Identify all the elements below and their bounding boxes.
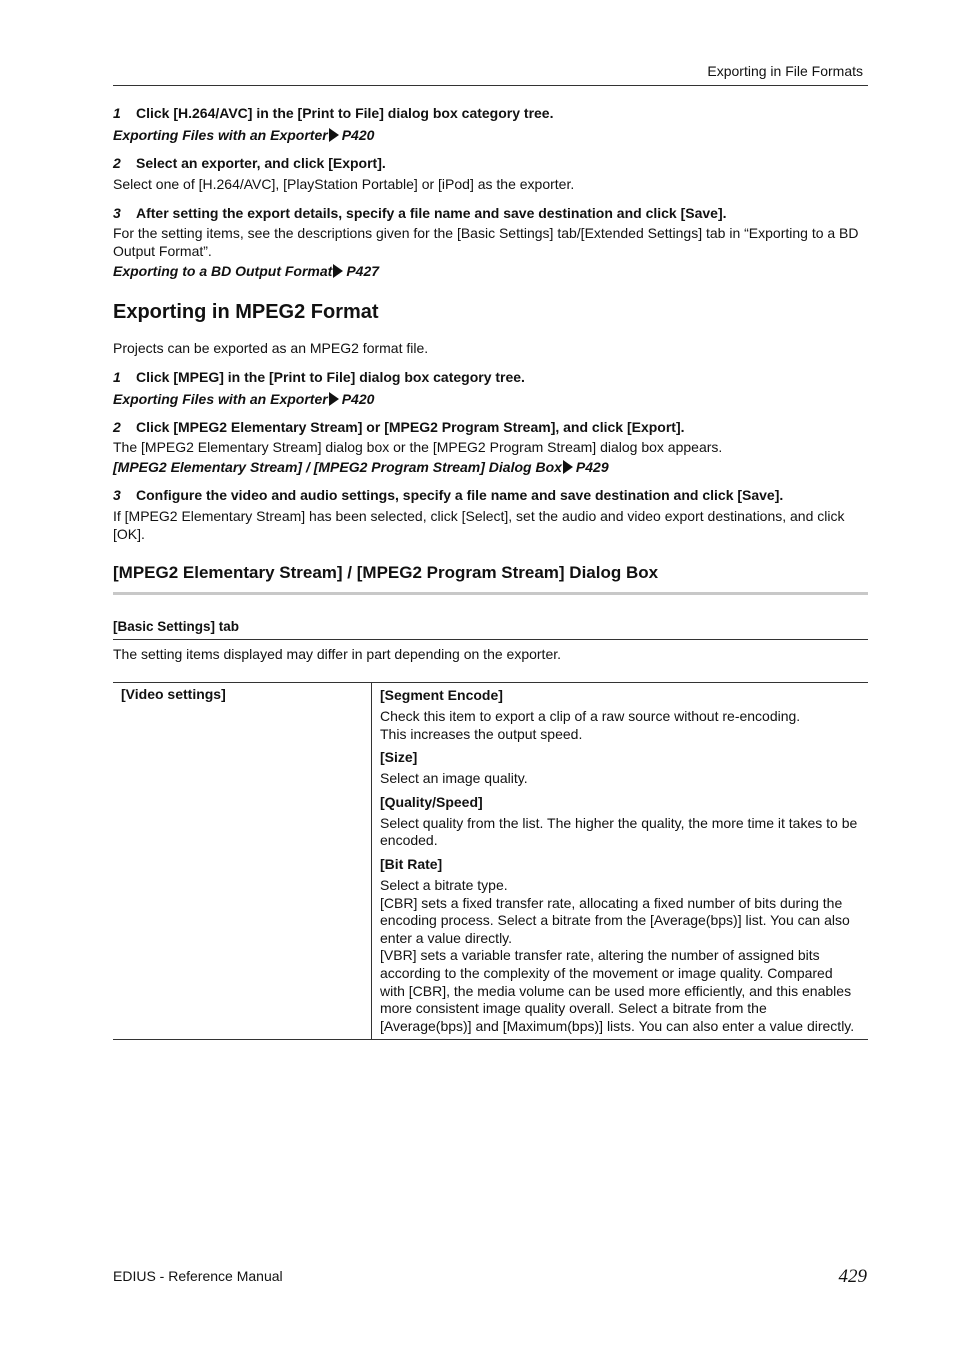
- description-line: [VBR] sets a variable transfer rate, altering the number of assigned bits according to the complexity of the movement or image quality. Compared with [CBR], the media volume can be used more efficiently, and this enables more consistent image quality overall. Select a bitrate from the [Average(bps)] and [Maximum(bps)] lists. You can also enter a value directly.: [380, 947, 855, 1034]
- header-divider: [113, 85, 868, 86]
- tab-heading-divider: [113, 639, 868, 640]
- description-line: Select an image quality.: [380, 770, 528, 787]
- step-number: 3: [113, 487, 121, 503]
- ref-text: Exporting Files with an Exporter: [113, 127, 328, 143]
- cross-reference-link[interactable]: [113, 261, 868, 281]
- subsection-divider: [113, 592, 868, 595]
- cross-reference-link[interactable]: [113, 125, 868, 145]
- tab-heading: [Basic Settings] tab: [113, 619, 240, 634]
- setting-items: [372, 683, 869, 1040]
- arrow-right-icon: [563, 460, 573, 474]
- step-number: 1: [113, 369, 121, 385]
- setting-item-title: [Quality/Speed]: [380, 793, 483, 810]
- ref-text: Exporting to a BD Output Format: [113, 263, 333, 279]
- step-text: Click [MPEG2 Elementary Stream] or [MPEG2 Program Stream], and click [Export].: [136, 419, 685, 435]
- ref-page: P420: [341, 391, 375, 407]
- paragraph: If [MPEG2 Elementary Stream] has been selected, click [Select], set the audio and video export destinations, and click [OK].: [113, 508, 845, 542]
- subsection-heading: [MPEG2 Elementary Stream] / [MPEG2 Program Stream] Dialog Box: [113, 563, 659, 582]
- step-2: [113, 154, 868, 172]
- description-line: Select a bitrate type.: [380, 876, 508, 893]
- ref-page: P429: [575, 459, 609, 475]
- setting-item-description: [380, 815, 860, 850]
- paragraph: Projects can be exported as an MPEG2 format file.: [113, 340, 429, 356]
- paragraph: The [MPEG2 Elementary Stream] dialog box or the [MPEG2 Program Stream] dialog box appears.: [113, 439, 723, 455]
- setting-item-title: [Size]: [380, 749, 418, 766]
- cross-reference-link[interactable]: [113, 457, 868, 477]
- setting-item-description: [380, 770, 860, 788]
- step-1: [113, 104, 868, 122]
- step-text: After setting the export details, specify a file name and save destination and click [Save].: [136, 205, 727, 221]
- settings-table: [113, 682, 868, 1040]
- ref-text: Exporting Files with an Exporter: [113, 391, 328, 407]
- arrow-right-icon: [329, 128, 339, 142]
- step-1: [113, 368, 868, 386]
- paragraph: Select one of [H.264/AVC], [PlayStation Portable] or [iPod] as the exporter.: [113, 176, 575, 192]
- ref-page: P420: [341, 127, 375, 143]
- running-header: Exporting in File Formats: [707, 63, 863, 79]
- paragraph: The setting items displayed may differ in part depending on the exporter.: [113, 646, 562, 662]
- section-heading: Exporting in MPEG2 Format: [113, 301, 379, 323]
- step-text: Select an exporter, and click [Export].: [136, 155, 386, 171]
- arrow-right-icon: [329, 392, 339, 406]
- setting-item-description: [380, 708, 860, 743]
- ref-page: P427: [346, 263, 380, 279]
- cross-reference-link[interactable]: [113, 389, 868, 409]
- step-text: Click [MPEG] in the [Print to File] dialog box category tree.: [136, 369, 525, 385]
- description-line: This increases the output speed.: [380, 725, 583, 742]
- description-line: [CBR] sets a fixed transfer rate, allocating a fixed number of bits during the encoding process. Select a bitrate from the [Average(bps)] list. You can also enter a value directly.: [380, 894, 850, 946]
- arrow-right-icon: [333, 264, 343, 278]
- step-number: 2: [113, 155, 121, 171]
- step-number: 3: [113, 205, 121, 221]
- step-text: Configure the video and audio settings, specify a file name and save destination and click [Save].: [136, 487, 784, 503]
- step-text: Click [H.264/AVC] in the [Print to File] dialog box category tree.: [136, 105, 554, 121]
- setting-item-description: [380, 877, 860, 1035]
- page-number: 429: [838, 1266, 867, 1287]
- step-number: 2: [113, 419, 121, 435]
- step-2: [113, 418, 868, 436]
- step-3: [113, 486, 868, 504]
- step-3: [113, 204, 868, 222]
- description-line: Select quality from the list. The higher the quality, the more time it takes to be encoded.: [380, 814, 858, 849]
- table-row: [113, 683, 868, 1040]
- setting-item-title: [Segment Encode]: [380, 687, 503, 703]
- page-content: [113, 104, 868, 1040]
- paragraph: For the setting items, see the descriptions given for the [Basic Settings] tab/[Extended Settings] tab in “Exporting to a BD Output Format”.: [113, 225, 859, 259]
- description-line: Check this item to export a clip of a raw source without re-encoding.: [380, 708, 801, 724]
- ref-text: [MPEG2 Elementary Stream] / [MPEG2 Program Stream] Dialog Box: [113, 459, 562, 475]
- step-number: 1: [113, 105, 121, 121]
- footer-manual-title: EDIUS - Reference Manual: [113, 1268, 283, 1284]
- setting-item-title: [Bit Rate]: [380, 855, 443, 872]
- setting-category: [Video settings]: [113, 683, 372, 1040]
